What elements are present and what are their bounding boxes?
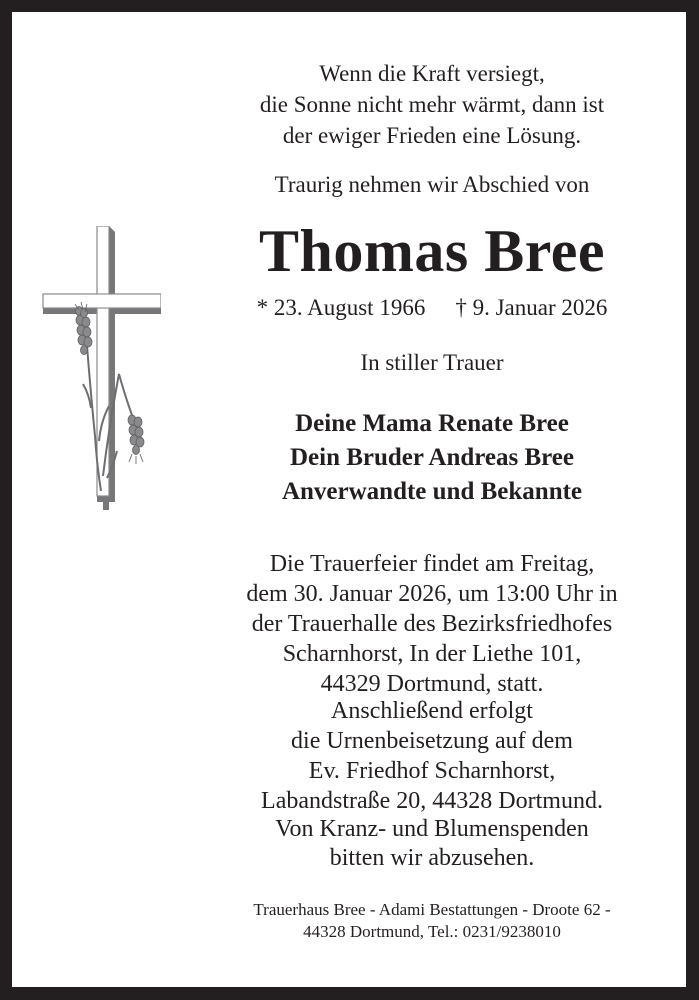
life-dates bbox=[190, 292, 674, 323]
burial-line: Anschließend erfolgt bbox=[331, 698, 533, 724]
poem-line: Wenn die Kraft versiegt, bbox=[319, 61, 545, 86]
mourning-line: In stiller Trauer bbox=[360, 350, 504, 375]
poem bbox=[190, 58, 674, 151]
flowers-line: Von Kranz- und Blumenspenden bbox=[275, 816, 589, 842]
ceremony-info bbox=[190, 549, 674, 699]
flowers-note bbox=[190, 815, 674, 873]
ceremony-line: 44329 Dortmund, statt. bbox=[320, 671, 544, 697]
poem-line: der ewiger Frieden eine Lösung. bbox=[282, 123, 582, 148]
family-member: Anverwandte und Bekannte bbox=[281, 478, 583, 505]
birth-date: * 23. August 1966 bbox=[256, 295, 426, 320]
ceremony-line: Scharnhorst, In der Liethe 101, bbox=[282, 641, 582, 667]
family-member: Deine Mama Renate Bree bbox=[295, 410, 569, 437]
flowers-line: bitten wir abzusehen. bbox=[329, 845, 535, 871]
deceased-name: Thomas Bree bbox=[258, 218, 606, 284]
family-member: Dein Bruder Andreas Bree bbox=[289, 444, 575, 471]
ceremony-line: Die Trauerfeier findet am Freitag, bbox=[269, 551, 595, 577]
burial-line: die Urnenbeisetzung auf dem bbox=[291, 728, 573, 754]
undertaker-info bbox=[190, 899, 674, 943]
burial-line: Labandstraße 20, 44328 Dortmund. bbox=[261, 788, 603, 814]
ceremony-line: der Trauerhalle des Bezirksfriedhofes bbox=[251, 611, 613, 637]
intro-text: Traurig nehmen wir Abschied von bbox=[274, 172, 590, 197]
obituary-notice bbox=[12, 12, 686, 987]
undertaker-line: 44328 Dortmund, Tel.: 0231/9238010 bbox=[303, 922, 561, 941]
burial-info bbox=[190, 696, 674, 816]
ceremony-line: dem 30. Januar 2026, um 13:00 Uhr in bbox=[246, 581, 618, 607]
death-date: † 9. Januar 2026 bbox=[455, 295, 608, 320]
family-list bbox=[190, 407, 674, 509]
undertaker-line: Trauerhaus Bree - Adami Bestattungen - Droote 62 - bbox=[253, 900, 611, 919]
burial-line: Ev. Friedhof Scharnhorst, bbox=[308, 758, 556, 784]
poem-line: die Sonne nicht mehr wärmt, dann ist bbox=[259, 92, 605, 117]
cross-with-wheat-icon bbox=[31, 226, 161, 516]
